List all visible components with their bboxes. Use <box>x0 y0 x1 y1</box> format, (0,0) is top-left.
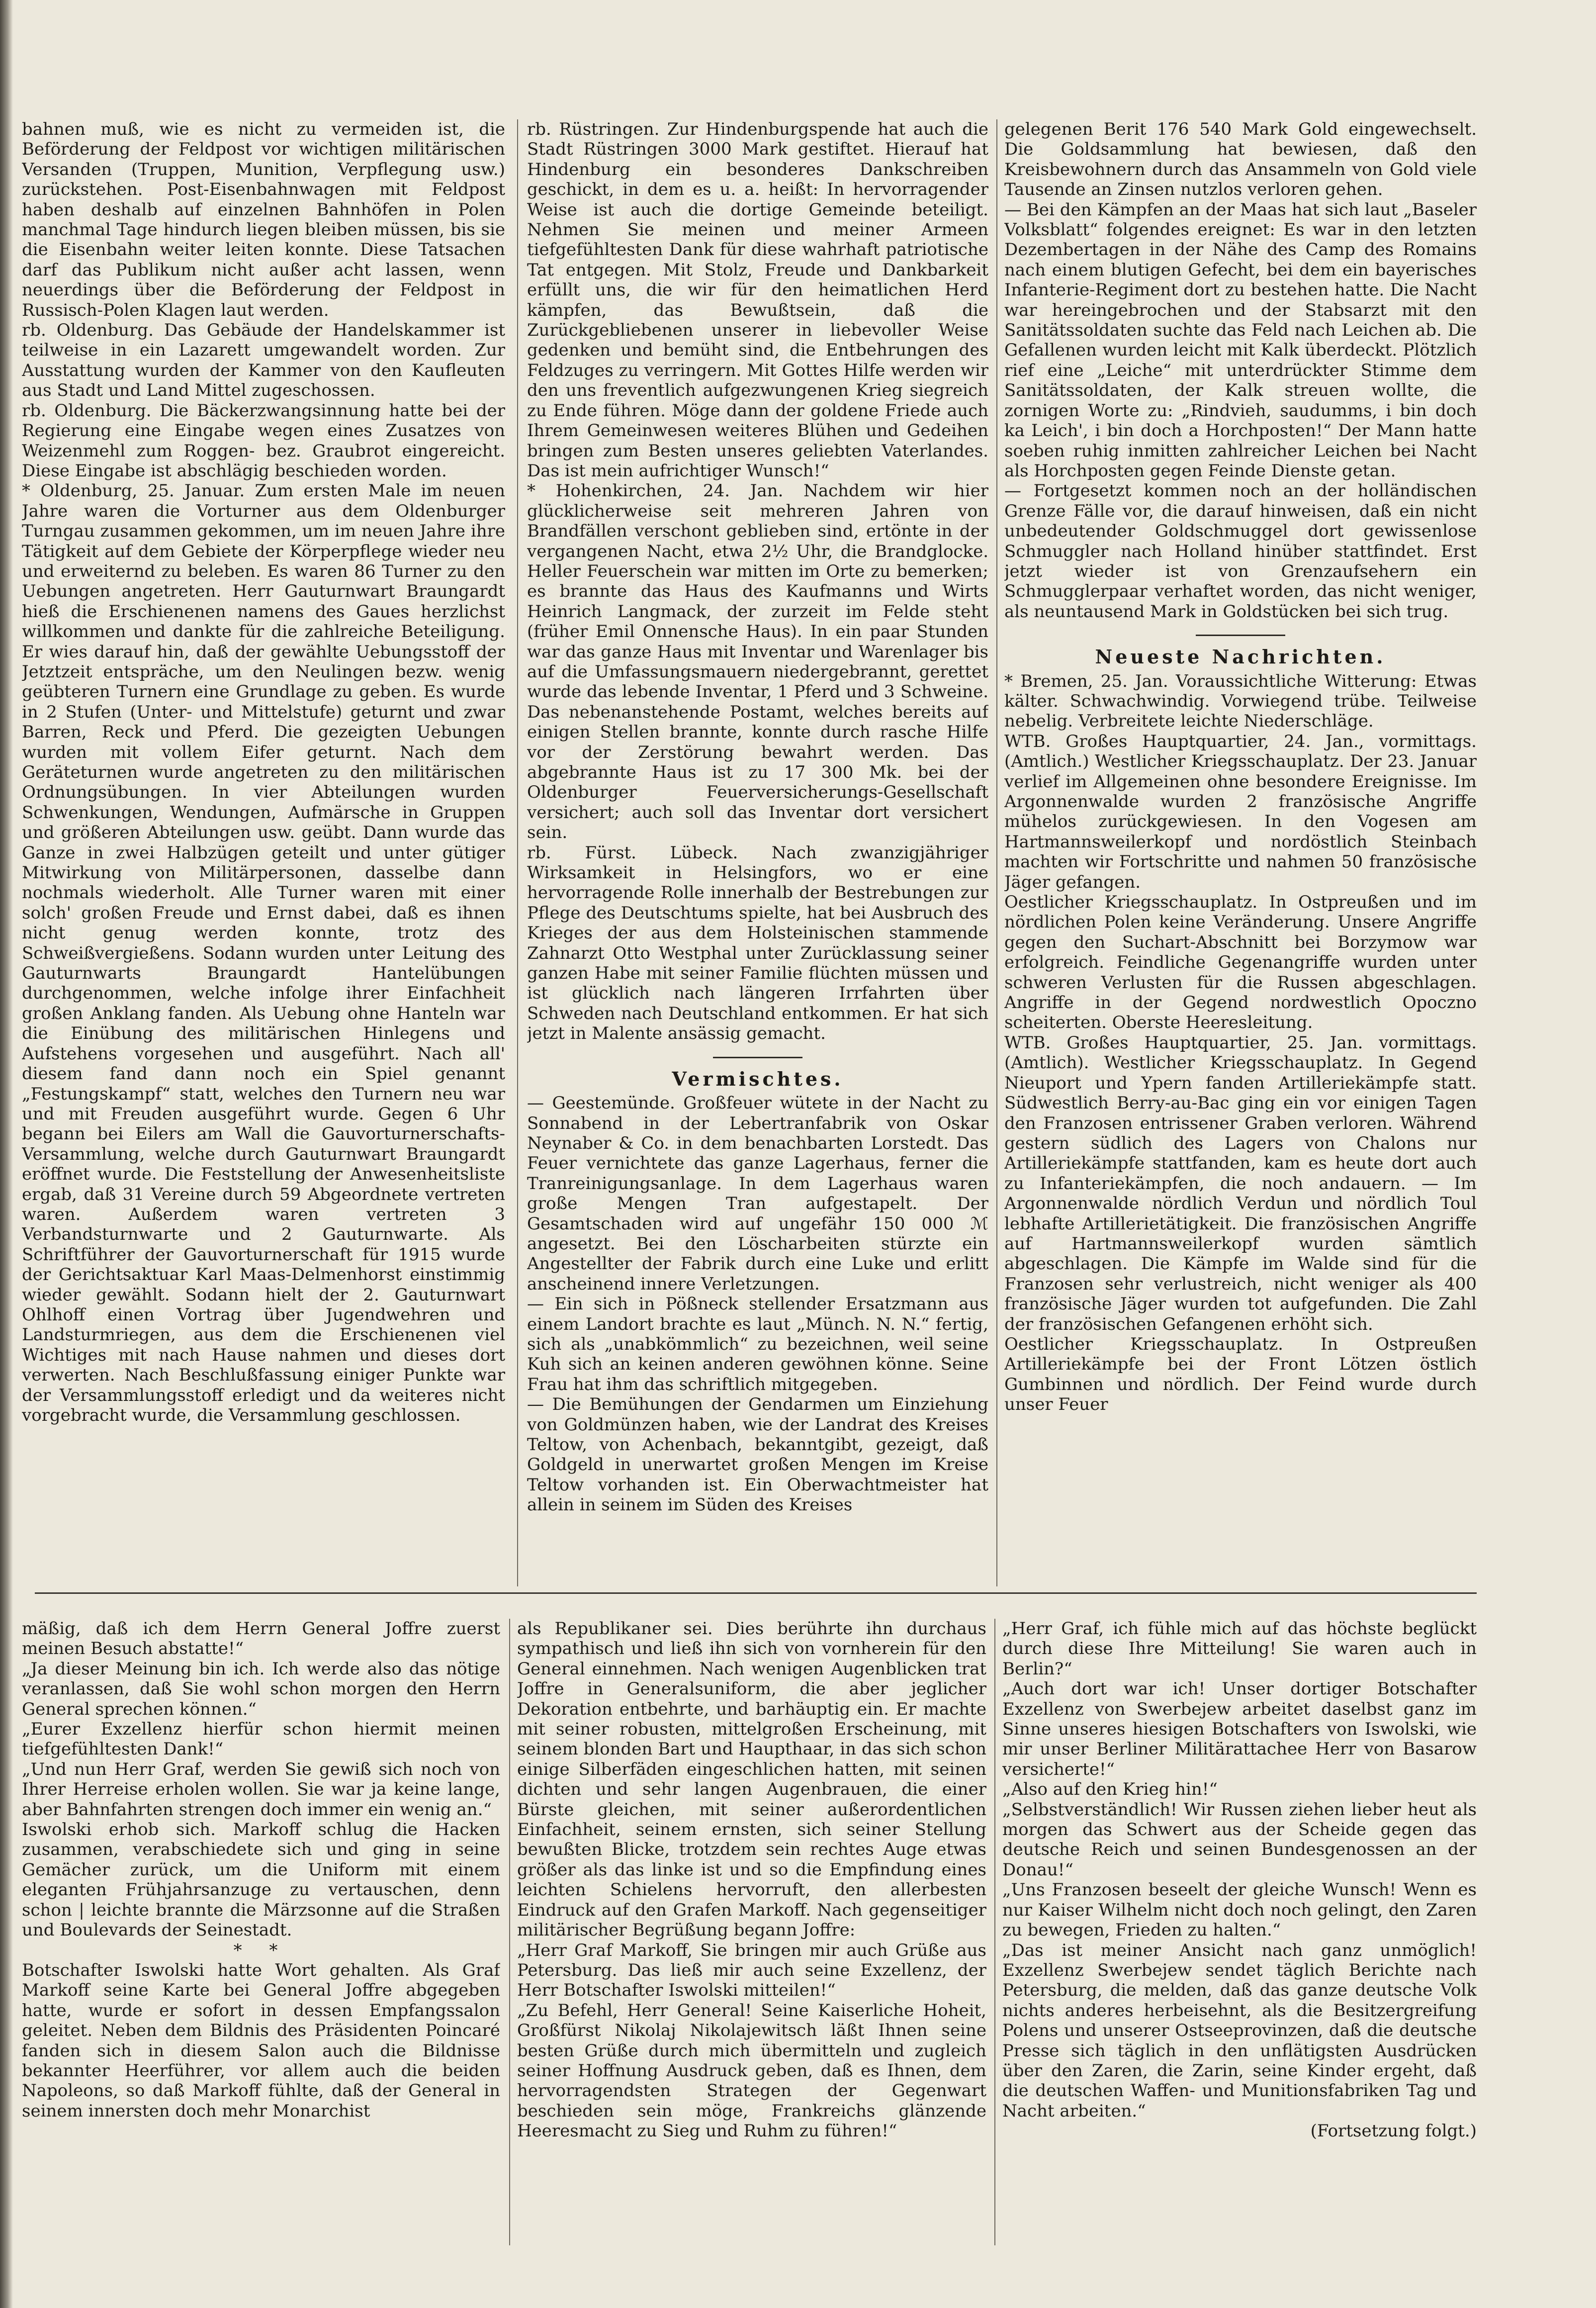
article-poessneck: — Ein sich in Pößneck stellender Ersatzmann aus einem Landort brachte es laut „Münch. N. N.“ fertig, sich als „unabkömmlich“ zu bezeichnen, weil seine Kuh sich an keinen anderen gewöhnen könne. Seine Frau hat ihm das schriftlich mitgegeben. <box>527 1294 988 1394</box>
article-teltow-gold-cont: gelegenen Berit 176 540 Mark Gold eingewechselt. Die Goldsammlung hat bewiesen, daß den Kreisbewohnern durch das Ansammeln von Gold viele Tausende an Zinsen nutzlos verloren gehen. <box>1004 119 1477 200</box>
article-maas-horchposten: — Bei den Kämpfen an der Maas hat sich laut „Baseler Volksblatt“ folgendes ereignet: Es war in den letzten Dezembertagen in der Nähe des Camp des Romains nach einem blutigen Gefecht, bei dem ein bayerisches Infanterie-Regiment dort zu bestehen hatte. Die Nacht war hereingebrochen und der Stabsarzt mit den Sanitätssoldaten suchte das Feld nach Leichen ab. Die Gefallenen wurden leicht mit Kalk überdeckt. Plötzlich rief eine „Leiche“ mit unterdrückter Stimme dem Sanitätssoldaten, der Kalk streuen wollte, die zornigen Worte zu: „Rindvieh, saudumms, i bin doch ka Leich', i bin doch a Horchposten!“ Der Mann hatte soeben ruhig inmitten zahlreicher Leichen bei Nacht als Horchposten gegen Feinde Dienste getan. <box>1004 199 1477 481</box>
article-oldenburg-baecker: rb. Oldenburg. Die Bäckerzwangsinnung hatte bei der Regierung eine Eingabe wegen eines Zusatzes von Weizenmehl zum Roggen- bez. Graubrot eingereicht. Diese Eingabe ist abschlägig beschieden worden. <box>22 400 505 481</box>
article-geestemuende: — Geestemünde. Großfeuer wütete in der Nacht zu Sonnabend in der Lebertranfabrik von Oskar Neynaber & Co. in dem benachbarten Lorstedt. Das Feuer vernichtete das ganze Lagerhaus, ferner die Tranreinigungsanlage. In dem Lagerhaus waren große Mengen Tran aufgestapelt. Der Gesamtschaden wird auf ungefähr 150 000 ℳ angesetzt. Bei den Löscharbeiten stürzte ein Angestellter der Fabrik durch eine Luke und erlitt anscheinend innere Verletzungen. <box>527 1093 988 1294</box>
section-heading-vermischtes: Vermischtes. <box>672 1067 844 1090</box>
column-rule <box>517 119 518 1586</box>
serial-paragraph: als Republikaner sei. Dies berührte ihn durchaus sympathisch und ließ ihn sich von vornherein für den General einnehmen. Nach wenigen Augenblicken trat Joffre in Generalsuniform, die aber jeglicher Dekoration entbehrte, und barhäuptig ein. Er machte mit seiner robusten, mittelgroßen Erscheinung, mit seinem blonden Bart und Haupthaar, in das sich schon einige Silberfäden eingeschlichen hatten, mit seinen dichten und sehr langen Augenbrauen, die einer Bürste gleichen, mit seiner außerordentlichen Einfachheit, seinem ernsten, sich seiner Stellung bewußten Blicke, trotzdem sein rechtes Auge etwas größer als das linke ist und so die Empfindung eines leichten Schielens hervorruft, den allerbesten Eindruck auf den Grafen Markoff. Nach gegenseitiger militärischer Begrüßung begann Joffre: <box>517 1619 986 1940</box>
article-oestlicher-25: Oestlicher Kriegsschauplatz. In Ostpreußen Artilleriekämpfe bei der Front Lötzen östlich Gumbinnen und nördlich. Der Feind wurde durch unser Feuer <box>1004 1334 1477 1415</box>
serial-paragraph: „Auch dort war ich! Unser dortiger Botschafter Exzellenz von Swerbejew arbeitet daselbst ganz im Sinne unseres hiesigen Botschafters von Iswolski, wie mir unser Berliner Militärattachee Herr von Basarow versicherte!“ <box>1002 1679 1477 1779</box>
section-rule <box>713 1057 802 1058</box>
article-oestlicher-24: Oestlicher Kriegsschauplatz. In Ostpreußen und im nördlichen Polen keine Veränderung. Unsere Angriffe gegen den Suchart-Abschnitt bei Borzymow war erfolgreich. Feindliche Gegenangriffe wurden unter schweren Verlusten für die Russen abgeschlagen. Angriffe in der Gegend nordwestlich Opoczno scheiterten. Oberste Heeresleitung. <box>1004 892 1477 1033</box>
article-oldenburg-turngau: * Oldenburg, 25. Januar. Zum ersten Male im neuen Jahre waren die Vorturner aus dem Oldenburger Turngau zusammen gekommen, um im neuen Jahre ihre Tätigkeit auf dem Gebiete der Körperpflege wieder neu und erweiternd zu beleben. Es waren 86 Turner zu den Uebungen angetreten. Herr Gauturnwart Braungardt hieß die Erschienenen namens des Gaues herzlichst willkommen und dankte für die zahlreiche Beteiligung. Er wies darauf hin, daß der gewählte Uebungsstoff der Jetztzeit entspräche, um den Neulingen bezw. wenig geübteren Turnern eine Grundlage zu geben. Es wurde in 2 Stufen (Unter- und Mittelstufe) geturnt und zwar Barren, Reck und Pferd. Die gezeigten Uebungen wurden mit vollem Eifer geturnt. Nach dem Geräteturnen wurde angetreten zu den militärischen Ordnungsübungen. In vier Abteilungen wurden Schwenkungen, Wendungen, Aufmärsche in Gruppen und größeren Abteilungen usw. geübt. Dann wurde das Ganze in zwei Halbzügen geteilt und unter gütiger Mitwirkung von Militärpersonen, dasselbe dann nochmals wiederholt. Alle Turner waren mit einer solch' großen Freude und Ernst dabei, daß es ihnen nicht genug werden konnte, trotz des Schweißvergießens. Sodann wurden unter Leitung des Gauturnwarts Braungardt Hantelübungen durchgenommen, welche infolge ihrer Einfachheit großen Anklang fanden. Als Uebung ohne Hanteln war die Einübung des militärischen Hinlegens und Aufstehens vorgesehen und ausgeführt. Nach all' diesem fand dann noch ein Spiel genannt „Festungskampf“ statt, welches den Turnern neu war und mit Freuden ausgeführt wurde. Gegen 6 Uhr begann bei Eilers am Wall die Gauvorturnerschafts-Versammlung, welche durch Gauturnwart Braungardt eröffnet wurde. Die Feststellung der Anwesenheitsliste ergab, daß 31 Vereine durch 59 Abgeordnete vertreten waren. Außerdem waren vertreten 3 Verbandsturnwarte und 2 Gauturnwarte. Als Schriftführer der Gauvorturnerschaft für 1915 wurde der Gerichtsaktuar Karl Maas-Delmenhorst einstimmig wieder gewählt. Sodann hielt der 2. Gauturnwart Ohlhoff einen Vortrag über Jugendwehren und Landsturmriegen, aus dem die Erschienenen viel Wichtiges mit nach Hause nahmen und dieses dort verwerten. Nach Beschlußfassung einiger Punkte war der Versammlungsstoff erledigt und da weiteres nicht vorgebracht wurde, die Versammlung geschlossen. <box>22 481 505 1425</box>
article-hauptquartier-25: WTB. Großes Hauptquartier, 25. Jan. vormittags. (Amtlich). Westlicher Kriegsschauplatz. In Gegend Nieuport und Ypern fanden Artilleriekämpfe statt. Südwestlich Berry-au-Bac ging ein vor einigen Tagen den Franzosen entrissener Graben verloren. Während gestern südlich des Lagers von Chalons nur Artilleriekämpfe stattfanden, kam es heute dort auch zu Infanteriekämpfen, die noch andauern. — Im Argonnenwalde nördlich Verdun und nördlich Toul lebhafte Artillerietätigkeit. Die französischen Angriffe auf Hartmannsweilerkopf wurden sämtlich abgeschlagen. Die Kämpfe im Walde sind für die Franzosen sehr verlustreich, nicht weniger als 400 französische Jäger wurden tot aufgefunden. Die Zahl der französischen Gefangenen erhöht sich. <box>1004 1032 1477 1334</box>
serial-paragraph: „Also auf den Krieg hin!“ <box>1002 1779 1218 1800</box>
serial-column-2 <box>517 1619 986 2255</box>
serial-paragraph: „Zu Befehl, Herr General! Seine Kaiserliche Hoheit, Großfürst Nikolaj Nikolajewitsch läßt Ihnen seine besten Grüße durch mich übermitteln und zugleich seiner Hoffnung Ausdruck geben, daß es Ihnen, dem hervorragendsten Strategen der Gegenwart beschieden sein möge, Frankreichs glänzende Heeresmacht zu Sieg und Ruhm zu führen!“ <box>517 2000 986 2141</box>
to-be-continued: (Fortsetzung folgt.) <box>1310 2121 1477 2141</box>
top-column-3 <box>1004 119 1477 1584</box>
serial-paragraph: „Und nun Herr Graf, werden Sie gewiß sich noch von Ihrer Herreise erholen wollen. Sie war ja keine lange, aber Bahnfahrten strengen doch immer ein wenig an.“ <box>22 1759 500 1820</box>
column-rule <box>994 1619 995 2245</box>
serial-paragraph: „Eurer Exzellenz hierfür schon hiermit meinen tiefgefühltesten Dank!“ <box>22 1719 500 1759</box>
serial-paragraph: „Uns Franzosen beseelt der gleiche Wunsch! Wenn es nur Kaiser Wilhelm nicht doch noch gelingt, den Zaren zu bewegen, Frieden zu halten.“ <box>1002 1880 1477 1940</box>
article-feldpost: bahnen muß, wie es nicht zu vermeiden ist, die Beförderung der Feldpost vor wichtigen militärischen Versanden (Truppen, Munition, Verpflegung usw.) zurückstehen. Post-Eisenbahnwagen mit Feldpost haben deshalb auf einzelnen Bahnhöfen in Polen manchmal Tage hindurch liegen bleiben müssen, bis sie die Eisenbahn weiter leiten konnte. Diese Tatsachen darf das Publikum nicht außer acht lassen, wenn neuerdings über die Beförderung der Feldpost in Russisch-Polen Klagen laut werden. <box>22 119 505 320</box>
article-oldenburg-handelskammer: rb. Oldenburg. Das Gebäude der Handelskammer ist teilweise in ein Lazarett umgewandelt worden. Zur Ausstattung wurden der Kammer von den Kaufleuten aus Stadt und Land Mittel zugeschossen. <box>22 320 505 401</box>
section-divider <box>35 1592 1477 1594</box>
article-hohenkirchen: * Hohenkirchen, 24. Jan. Nachdem wir hier glücklicherweise seit mehreren Jahren von Brandfällen verschont geblieben sind, ertönte in der vergangenen Nacht, etwa 2½ Uhr, die Brandglocke. Heller Feuerschein war mitten im Orte zu bemerken; es brannte das Haus des Kaufmanns und Wirts Heinrich Langmack, der zurzeit im Felde steht (früher Emil Onnensche Haus). In ein paar Stunden war das ganze Haus mit Inventar und Warenlager bis auf die Umfassungsmauern niedergebrannt, gerettet wurde das lebende Inventar, 1 Pferd und 3 Schweine. Das nebenanstehende Postamt, welches bereits auf einigen Stellen brannte, konnte durch rasche Hilfe vor der Zerstörung bewahrt werden. Das abgebrannte Haus ist zu 17 300 Mk. bei der Oldenburger Feuerversicherungs-Gesellschaft versichert; auch soll das Inventar dort versichert sein. <box>527 481 988 843</box>
serial-paragraph: mäßig, daß ich dem Herrn General Joffre zuerst meinen Besuch abstatte!“ <box>22 1619 500 1659</box>
serial-paragraph: „Herr Graf Markoff, Sie bringen mir auch Grüße aus Petersburg. Das ließ mir auch seine Exzellenz, der Herr Botschafter Iswolski mitteilen!“ <box>517 1940 986 2001</box>
serial-column-1 <box>22 1619 500 2255</box>
top-column-1 <box>22 119 505 1584</box>
serial-paragraph: „Herr Graf, ich fühle mich auf das höchste beglückt durch diese Ihre Mitteilung! Sie waren auch in Berlin?“ <box>1002 1619 1477 1679</box>
serial-paragraph: Botschafter Iswolski hatte Wort gehalten. Als Graf Markoff seine Karte bei General Joffre abgegeben hatte, wurde er sofort in dessen Empfangssalon geleitet. Neben dem Bildnis des Präsidenten Poincaré fanden sich in diesem Salon auch die Bildnisse bekannter Heerführer, vor allem auch die beiden Napoleons, so daß Markoff fühlte, daß der General in seinem innersten doch mehr Monarchist <box>22 1960 500 2121</box>
serial-column-3 <box>1002 1619 1477 2255</box>
article-hauptquartier-24: WTB. Großes Hauptquartier, 24. Jan., vormittags. (Amtlich.) Westlicher Kriegsschauplatz. Der 23. Januar verlief im Allgemeinen ohne besondere Ereignisse. Im Argonnenwalde wurden 2 französische Angriffe mühelos zurückgewiesen. In den Vogesen am Hartmannsweilerkopf und nordöstlich Steinbach machten wir Fortschritte und nahmen 50 französische Jäger gefangen. <box>1004 731 1477 892</box>
serial-paragraph: „Das ist meiner Ansicht nach ganz unmöglich! Exzellenz Swerbejew sendet täglich Berichte nach Petersburg, die melden, daß das ganze deutsche Volk nichts anderes herbeisehnt, als die Besitzergreifung Polens und unserer Ostseeprovinzen, daß die deutsche Presse sich täglich in den unflätigsten Ausdrücken über den Zaren, die Zarin, seine Kinder ergeht, daß die deutschen Waffen- und Munitionsfabriken Tag und Nacht arbeiten.“ <box>1002 1940 1477 2121</box>
section-heading-neueste-nachrichten: Neueste Nachrichten. <box>1095 646 1386 668</box>
book-spine-shadow <box>0 0 13 2308</box>
section-rule <box>1196 635 1285 636</box>
serial-paragraph: „Ja dieser Meinung bin ich. Ich werde also das nötige veranlassen, daß Sie wohl schon morgen den Herrn General sprechen können.“ <box>22 1659 500 1719</box>
column-rule <box>996 119 997 1586</box>
article-goldschmuggel: — Fortgesetzt kommen noch an der holländischen Grenze Fälle vor, die darauf hinweisen, daß ein nicht unbedeutender Goldschmuggel dort gewissenlose Schmuggler nach Holland hinüber stattfindet. Erst jetzt wieder ist von Grenzaufsehern ein Schmugglerpaar verhaftet worden, das nicht weniger, als neuntausend Mark in Goldstücken bei sich trug. <box>1004 481 1477 622</box>
article-teltow-gold: — Die Bemühungen der Gendarmen um Einziehung von Goldmünzen haben, wie der Landrat des Kreises Teltow, von Achenbach, bekanntgibt, gezeigt, daß Goldgeld in unerwartet großen Mengen im Kreise Teltow vorhanden ist. Ein Oberwachtmeister hat allein in seinem im Süden des Kreises <box>527 1394 988 1515</box>
column-rule <box>509 1619 510 2245</box>
article-fuerst-luebeck: rb. Fürst. Lübeck. Nach zwanzigjähriger Wirksamkeit in Helsingfors, wo er eine hervorragende Rolle innerhalb der Bestrebungen zur Pflege des Deutschtums spielte, hat bei Ausbruch des Krieges der aus dem Holsteinischen stammende Zahnarzt Otto Westphal unter Zurücklassung seiner ganzen Habe mit seiner Familie flüchten müssen und ist glücklich nach längeren Irrfahrten über Schweden nach Deutschland entkommen. Er hat sich jetzt in Malente ansässig gemacht. <box>527 842 988 1044</box>
article-bremen-wetter: * Bremen, 25. Jan. Voraussichtliche Witterung: Etwas kälter. Schwachwindig. Vorwiegend trübe. Teilweise nebelig. Verbreitete leichte Niederschläge. <box>1004 671 1477 732</box>
article-ruestringen: rb. Rüstringen. Zur Hindenburgspende hat auch die Stadt Rüstringen 3000 Mark gestiftet. Hierauf hat Hindenburg ein besonderes Dankschreiben geschickt, in dem es u. a. heißt: In hervorragender Weise ist auch die dortige Gemeinde beteiligt. Nehmen Sie meinen und meiner Armeen tiefgefühltesten Dank für diese wahrhaft patriotische Tat entgegen. Mit Stolz, Freude und Dankbarkeit erfüllt uns, die wir für den heimatlichen Herd kämpfen, das Bewußtsein, daß die Zurückgebliebenen unserer in liebevoller Weise gedenken und bemüht sind, die Entbehrungen des Feldzuges zu verringern. Mit Gottes Hilfe werden wir den uns freventlich aufgezwungenen Krieg siegreich zu Ende führen. Möge dann der goldene Friede auch Ihrem Gemeinwesen weiteres Blühen und Gedeihen bringen zum Besten unseres geliebten Vaterlandes. Das ist mein aufrichtiger Wunsch!“ <box>527 119 988 481</box>
section-break-stars: * * <box>233 1940 289 1960</box>
serial-paragraph: „Selbstverständlich! Wir Russen ziehen lieber heut als morgen das Schwert aus der Scheide gegen das deutsche Reich und seinen Bundesgenossen an der Donau!“ <box>1002 1799 1477 1880</box>
top-column-2 <box>527 119 988 1584</box>
serial-paragraph: Iswolski erhob sich. Markoff schlug die Hacken zusammen, verabschiedete sich und ging in seine Gemächer zurück, um die Uniform mit einem eleganten Frühjahrsanzuge zu vertauschen, denn schon | leichte brannte die Märzsonne auf die Straßen und Boulevards der Seinestadt. <box>22 1820 500 1940</box>
